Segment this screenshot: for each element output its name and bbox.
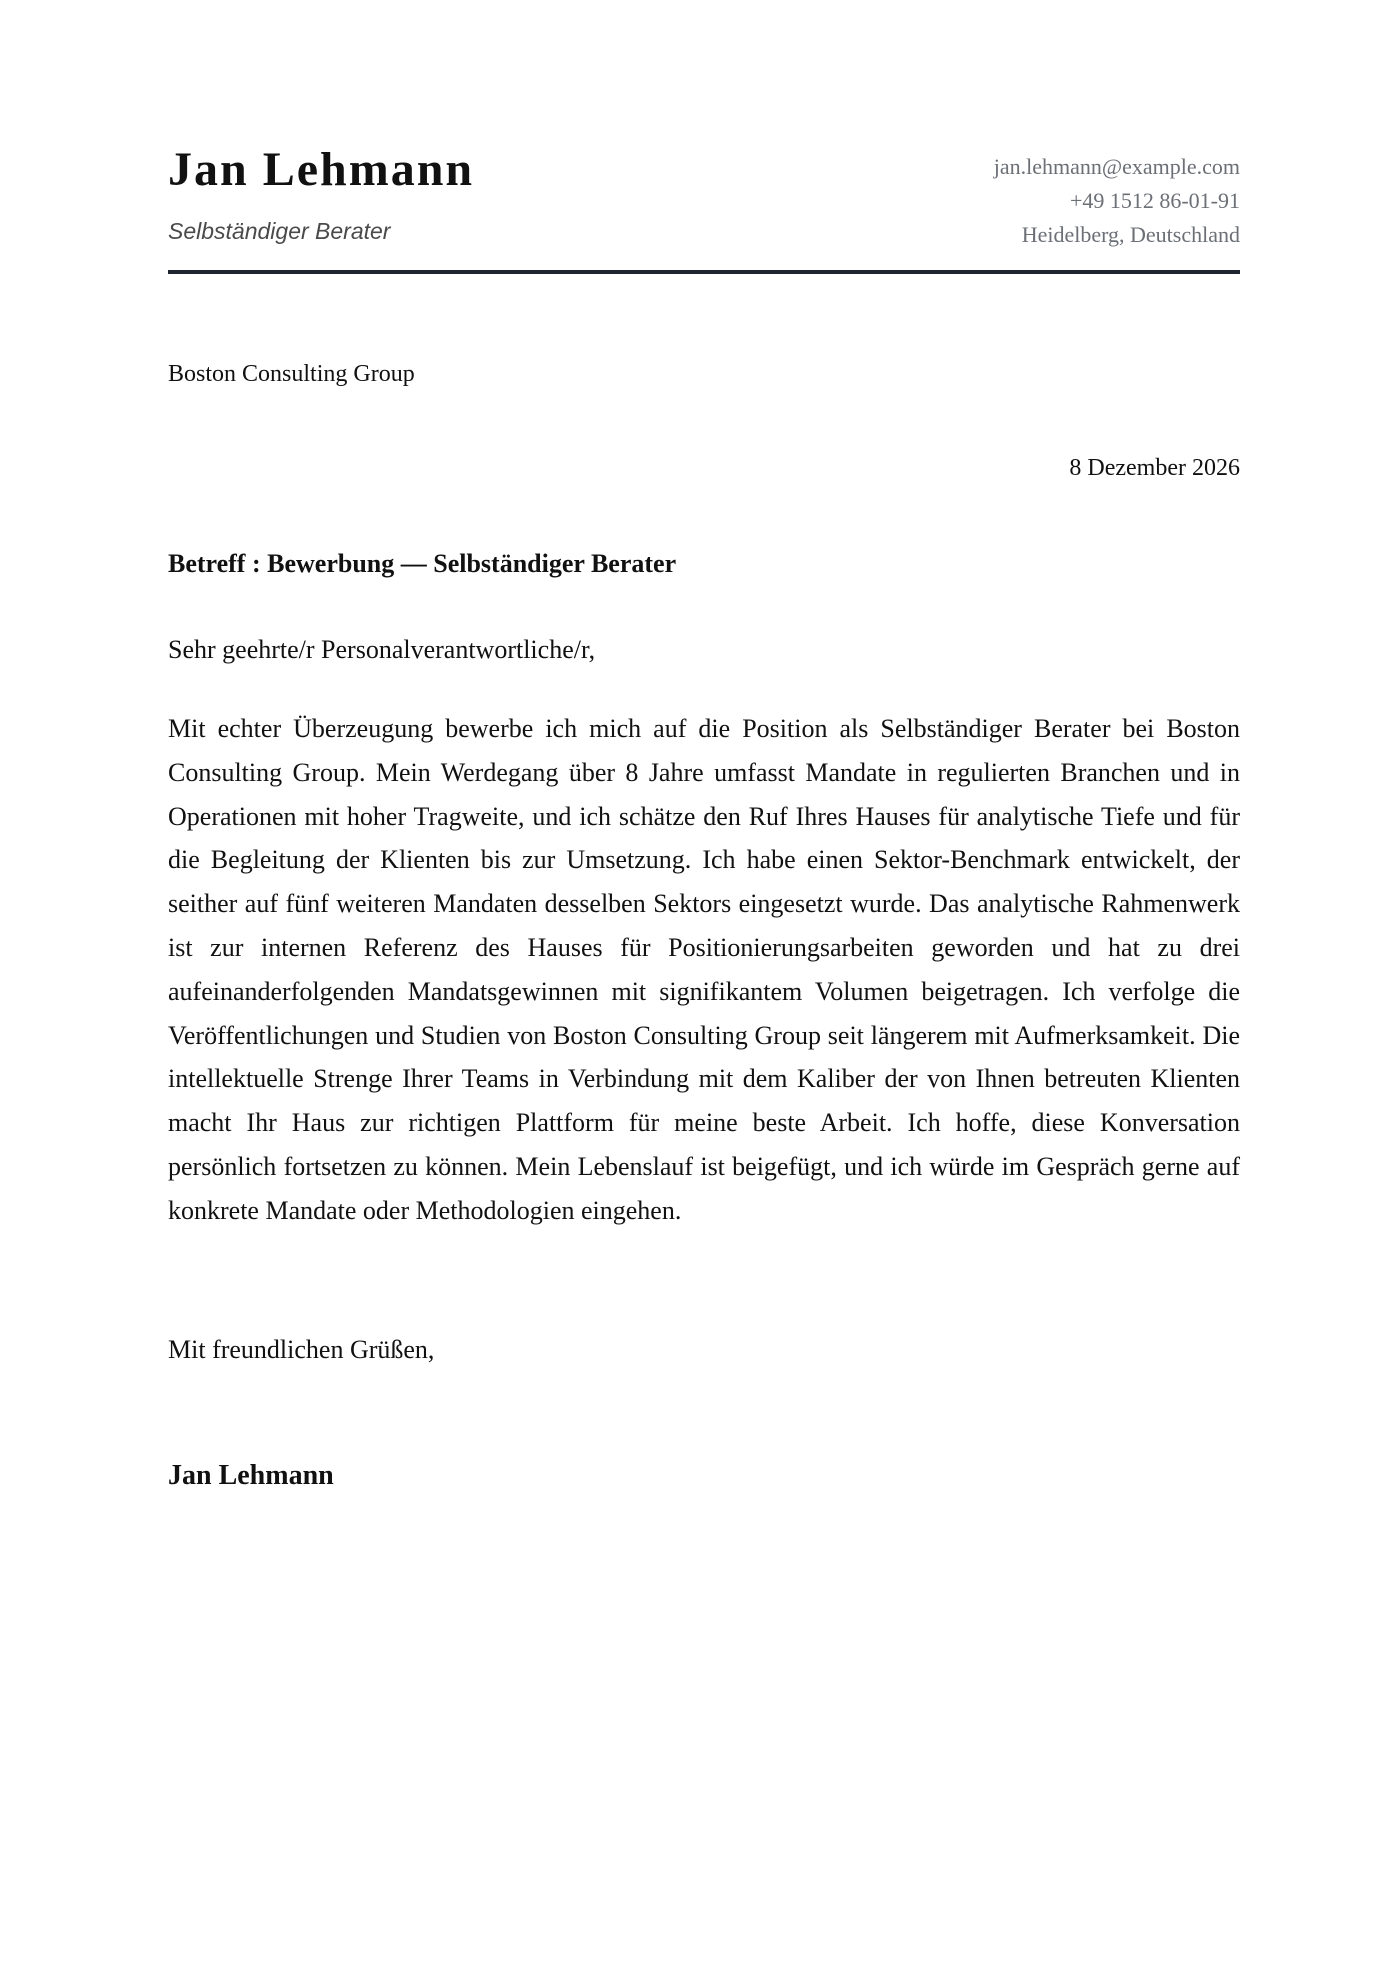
subject-line: Betreff : Bewerbung — Selbständiger Berater [168,549,677,578]
closing: Mit freundlichen Grüßen, [168,1335,435,1364]
letter-date: 8 Dezember 2026 [1069,455,1240,481]
letter-header [168,140,1240,274]
salutation: Sehr geehrte/r Personalverantwortliche/r, [168,635,596,664]
contact-location: Heidelberg, Deutschland [1021,222,1240,247]
signature: Jan Lehmann [168,1460,334,1491]
contact-email: jan.lehmann@example.com [993,154,1240,179]
sender-title: Selbständiger Berater [168,218,391,244]
sender-name: Jan Lehmann [168,143,475,196]
recipient: Boston Consulting Group [168,361,415,387]
letter-body: Mit echter Überzeugung bewerbe ich mich auf die Position als Selbständiger Berater bei Boston Consulting Group. Mein Werdegang über 8 Jahre umfasst Mandate in regulierten Branchen und in Operationen mit hoher Tragweite, und ich schätze den Ruf Ihres Hauses für analytische Tiefe und für die Begleitung der Klienten bis zur Umsetzung. Ich habe einen Sektor-Benchmark entwickelt, der seither auf fünf weiteren Mandaten desselben Sektors eingesetzt wurde. Das analytische Rahmenwerk ist zur internen Referenz des Hauses für Positionierungsarbeiten geworden und hat zu drei aufeinanderfolgenden Mandatsgewinnen mit signifikantem Volumen beigetragen. Ich verfolge die Veröffentlichungen und Studien von Boston Consulting Group seit längerem mit Aufmerksamkeit. Die intellektuelle Strenge Ihrer Teams in Verbindung mit dem Kaliber der von Ihnen betreuten Klienten macht Ihr Haus zur richtigen Plattform für meine beste Arbeit. Ich hoffe, diese Konversation persönlich fortsetzen zu können. Mein Lebenslauf ist beigefügt, und ich würde im Gespräch gerne auf konkrete Mandate oder Methodologien eingehen. [168,714,1240,1225]
contact-phone: +49 1512 86-01-91 [1069,188,1240,213]
contact-block [994,150,1240,252]
header-divider [168,270,1240,274]
